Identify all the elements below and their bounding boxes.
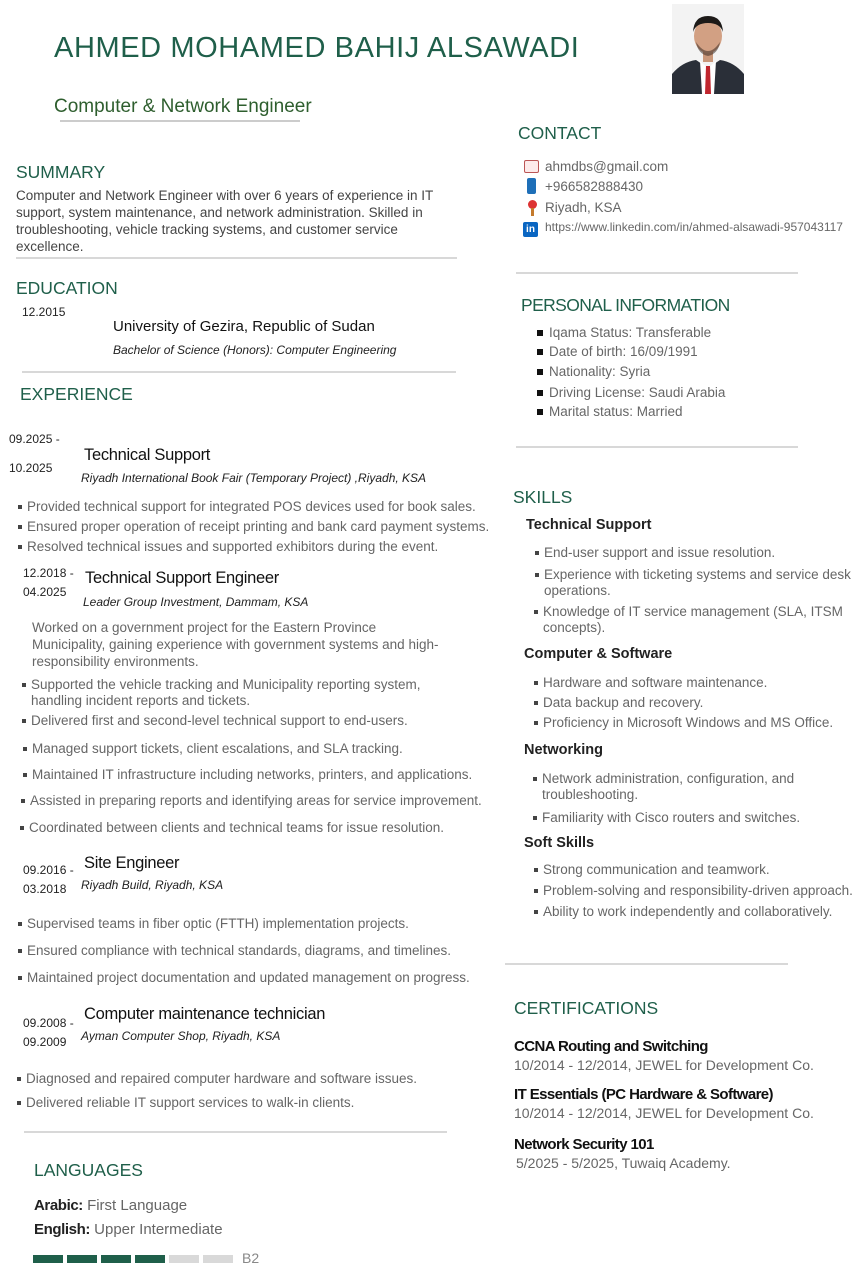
language-bar-segment-filled [33,1255,63,1263]
language-level: Upper Intermediate [94,1221,223,1238]
experience-heading: EXPERIENCE [20,384,133,404]
job-title: Technical Support [84,446,211,464]
language-row [34,1221,223,1238]
skill-item: End-user support and issue resolution. [544,545,776,560]
job-bullet-continuation: handling incident reports and tickets. [31,693,251,708]
job-date [23,564,74,602]
language-bar-segment-empty [203,1255,233,1263]
skill-item-continuation: operations. [544,583,611,598]
language-bar-segment-empty [169,1255,199,1263]
skill-group-title: Soft Skills [524,835,595,851]
job-date-start: 09.2025 - [9,432,60,446]
job-date-end: 09.2009 [23,1035,67,1049]
skill-item-continuation: concepts). [543,620,606,635]
title-divider [60,120,300,122]
job-date-start: 12.2018 - [23,566,74,580]
language-name: English: [34,1221,90,1238]
job-title: Computer & Network Engineer [54,96,312,117]
cert-name: CCNA Routing and Switching [514,1038,708,1055]
language-cefr-level: B2 [242,1250,260,1266]
job-title: Site Engineer [84,854,180,872]
job-date [9,425,60,483]
cert-detail: 5/2025 - 5/2025, Tuwaiq Academy. [516,1155,731,1171]
languages-heading: LANGUAGES [34,1160,143,1180]
job-intro-line: Worked on a government project for the Eastern Province [32,620,377,635]
skill-item: Hardware and software maintenance. [543,675,768,690]
job-company: Leader Group Investment, Dammam, KSA [83,595,309,609]
job-title: Technical Support Engineer [85,569,279,587]
location-pin-stem-icon [531,208,534,216]
summary-line: support, system maintenance, and network administration. Skilled in [16,205,423,220]
language-bar-segment-filled [67,1255,97,1263]
summary-text [16,187,466,255]
job-bullet: Managed support tickets, client escalations, and SLA tracking. [32,741,403,756]
job-bullet: Supervised teams in fiber optic (FTTH) implementation projects. [27,916,409,931]
skill-item: Experience with ticketing systems and service desk [544,567,851,582]
job-company: Ayman Computer Shop, Riyadh, KSA [81,1029,281,1043]
job-date-end: 04.2025 [23,585,67,599]
cert-detail: 10/2014 - 12/2014, JEWEL for Development Co. [514,1105,814,1121]
job-company: Riyadh Build, Riyadh, KSA [81,878,224,892]
personal-item: Driving License: Saudi Arabia [549,385,726,400]
job-intro-line: responsibility environments. [32,654,199,669]
job-date-end: 10.2025 [9,461,53,475]
cert-detail: 10/2014 - 12/2014, JEWEL for Development Co. [514,1057,814,1073]
skill-item-continuation: troubleshooting. [542,787,639,802]
job-bullet: Delivered reliable IT support services to walk-in clients. [26,1095,355,1110]
divider [24,1131,447,1133]
linkedin-icon: in [523,222,538,237]
job-date [23,1014,74,1052]
job-bullet: Diagnosed and repaired computer hardware and software issues. [26,1071,417,1086]
language-name: Arabic: [34,1197,83,1214]
phone-icon [527,178,536,194]
cert-name: IT Essentials (PC Hardware & Software) [514,1086,773,1103]
contact-heading: CONTACT [518,123,602,143]
certifications-heading: CERTIFICATIONS [514,998,659,1018]
job-company: Riyadh International Book Fair (Temporary Project) ,Riyadh, KSA [81,471,427,485]
language-bar-segment-filled [101,1255,131,1263]
job-intro-line: Municipality, gaining experience with government systems and high- [32,637,439,652]
skill-group-title: Technical Support [526,517,652,533]
summary-line: troubleshooting, vehicle tracking systems, and customer service excellence. [16,222,398,254]
language-row [34,1197,187,1214]
personal-item: Marital status: Married [549,404,683,419]
skill-item: Strong communication and teamwork. [543,862,770,877]
divider [516,272,798,274]
personal-item: Date of birth: 16/09/1991 [549,344,698,359]
contact-linkedin[interactable]: https://www.linkedin.com/in/ahmed-alsawadi-957043117 [545,220,843,234]
summary-heading: SUMMARY [16,162,106,182]
skill-item: Ability to work independently and collaboratively. [543,904,833,919]
divider [516,446,798,448]
job-date-start: 09.2016 - [23,863,74,877]
job-bullet: Ensured compliance with technical standards, diagrams, and timelines. [27,943,451,958]
skill-item: Data backup and recovery. [543,695,704,710]
job-bullet: Ensured proper operation of receipt printing and bank card payment systems. [27,519,490,534]
language-bar-segment-filled [135,1255,165,1263]
skill-item: Familiarity with Cisco routers and switches. [542,810,801,825]
contact-phone[interactable]: +966582888430 [545,179,643,194]
job-bullet: Coordinated between clients and technical teams for issue resolution. [29,820,444,835]
skill-group-title: Computer & Software [524,646,673,662]
job-title: Computer maintenance technician [84,1005,326,1023]
email-icon [524,160,539,173]
job-date-end: 03.2018 [23,882,67,896]
contact-email[interactable]: ahmdbs@gmail.com [545,159,669,174]
job-bullet: Assisted in preparing reports and identifying areas for service improvement. [30,793,482,808]
education-heading: EDUCATION [16,278,118,298]
skills-heading: SKILLS [513,487,573,507]
job-bullet: Resolved technical issues and supported exhibitors during the event. [27,539,439,554]
divider [505,963,788,965]
skill-item: Problem-solving and responsibility-driven approach. [543,883,853,898]
job-date-start: 09.2008 - [23,1016,74,1030]
job-bullet: Delivered first and second-level technical support to end-users. [31,713,408,728]
personal-heading: PERSONAL INFORMATION [521,295,730,315]
cert-name: Network Security 101 [514,1136,654,1153]
education-degree: Bachelor of Science (Honors): Computer Engineering [113,343,397,357]
education-school: University of Gezira, Republic of Sudan [113,318,375,335]
job-date [23,861,74,899]
summary-line: Computer and Network Engineer with over 6 years of experience in IT [16,188,434,203]
profile-photo [672,4,744,94]
skill-item: Network administration, configuration, and [542,771,795,786]
job-bullet: Supported the vehicle tracking and Municipality reporting system, [31,677,421,692]
contact-location: Riyadh, KSA [545,200,622,215]
language-level: First Language [87,1197,188,1214]
job-intro [32,619,438,670]
job-bullet: Maintained project documentation and updated management on progress. [27,970,470,985]
skill-item: Knowledge of IT service management (SLA, ITSM [543,604,843,619]
job-bullet: Provided technical support for integrated POS devices used for book sales. [27,499,476,514]
education-date: 12.2015 [22,305,66,319]
skill-group-title: Networking [524,742,603,758]
job-bullet: Maintained IT infrastructure including networks, printers, and applications. [32,767,473,782]
candidate-name: AHMED MOHAMED BAHIJ ALSAWADI [54,32,580,64]
divider [22,371,456,373]
skill-item: Proficiency in Microsoft Windows and MS Office. [543,715,834,730]
personal-item: Nationality: Syria [549,364,651,379]
personal-item: Iqama Status: Transferable [549,325,712,340]
divider [16,257,457,259]
